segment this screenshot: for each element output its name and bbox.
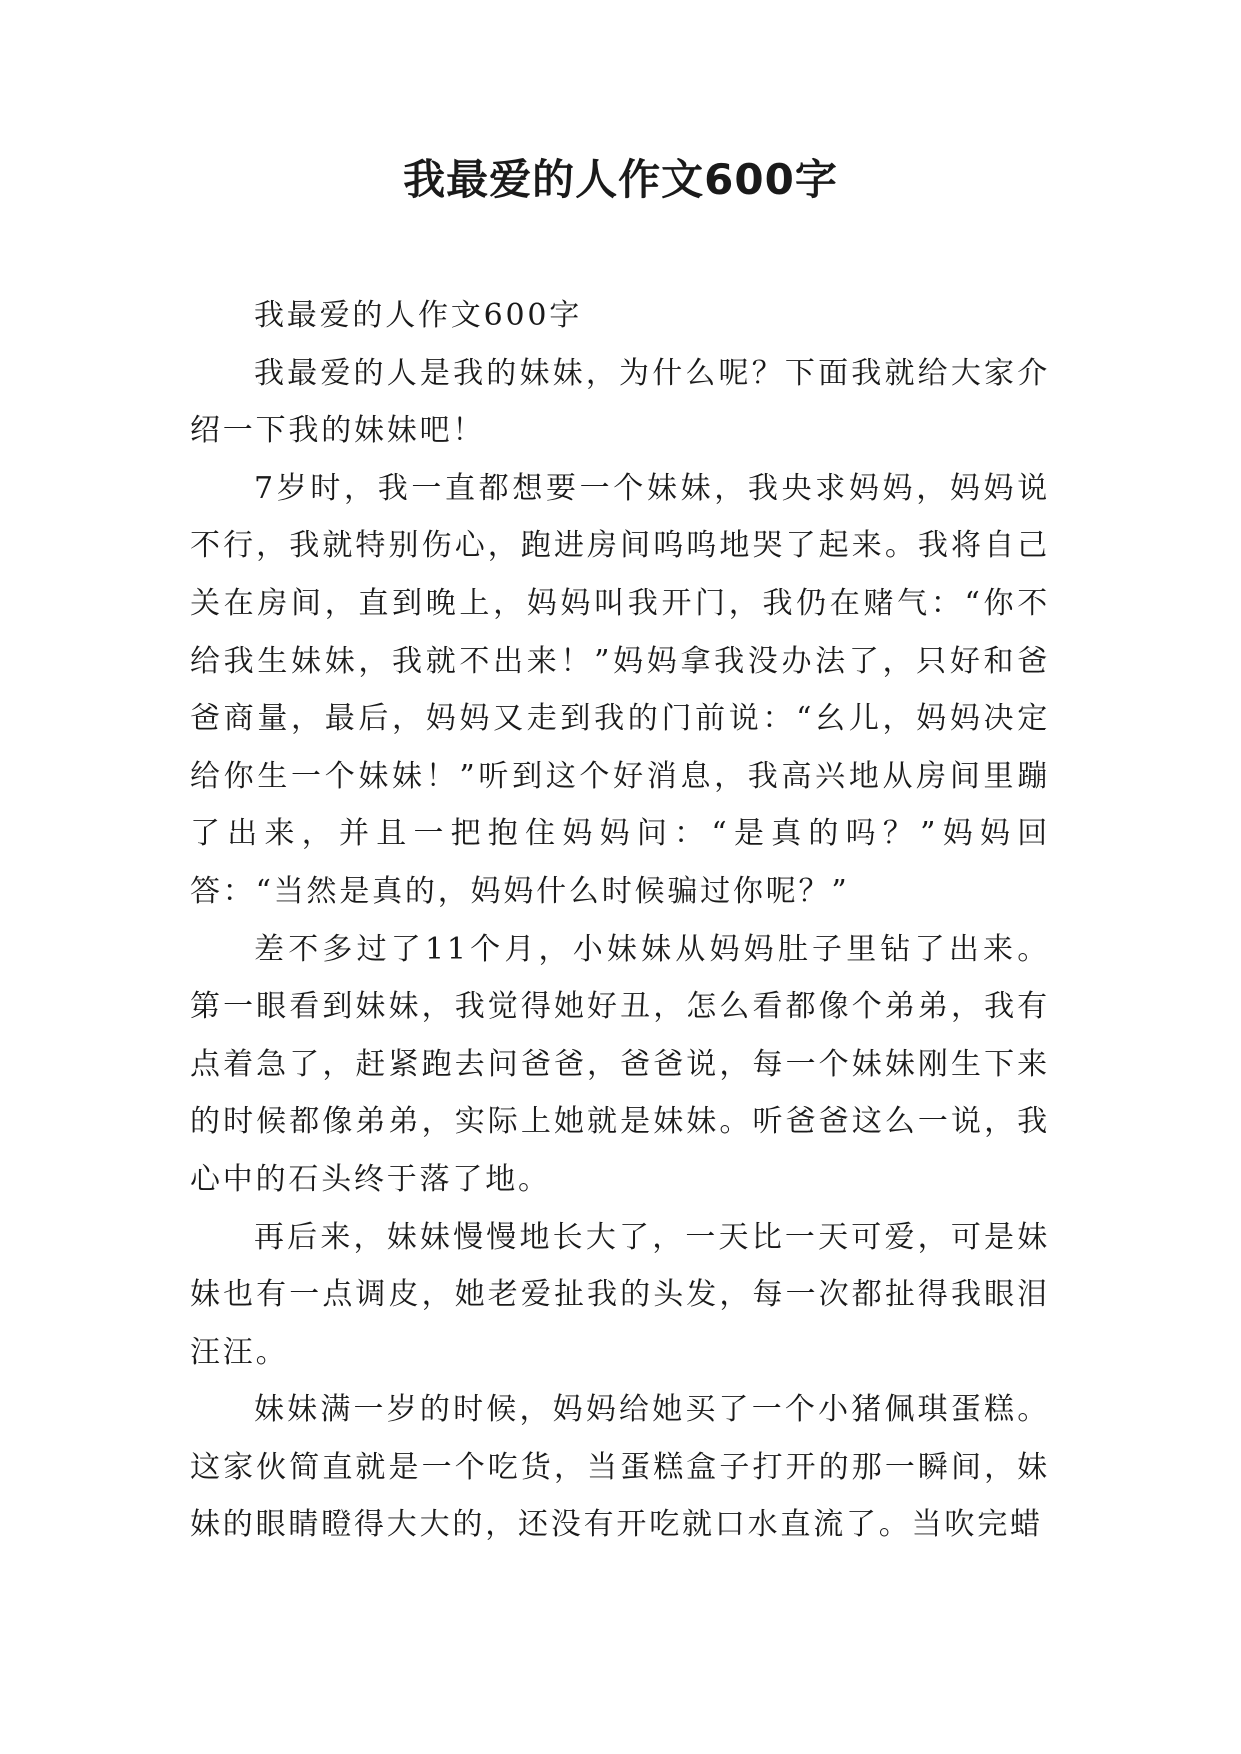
paragraph-heading: 我最爱的人作文600字 [254, 298, 583, 333]
document-title: 我最爱的人作文600字 [403, 155, 838, 204]
paragraph: 再后来，妹妹慢慢地长大了，一天比一天可爱，可是妹妹也有一点调皮，她老爱扯我的头发，每一次都扯得我眼泪汪汪。 [190, 1219, 1050, 1370]
paragraph: 差不多过了11个月，小妹妹从妈妈肚子里钻了出来。第一眼看到妹妹，我觉得她好丑，怎么看都像个弟弟，我有点着急了，赶紧跑去问爸爸，爸爸说，每一个妹妹刚生下来的时候都像弟弟，实际上她就是妹妹。听爸爸这么一说，我心中的石头终于落了地。 [190, 931, 1050, 1197]
paragraph: 妹妹满一岁的时候，妈妈给她买了一个小猪佩琪蛋糕。这家伙简直就是一个吃货，当蛋糕盒子打开的那一瞬间，妹妹的眼睛瞪得大大的，还没有开吃就口水直流了。当吹完蜡 [190, 1392, 1050, 1543]
paragraph: 我最爱的人是我的妹妹，为什么呢？下面我就给大家介绍一下我的妹妹吧！ [190, 355, 1050, 449]
document-body [190, 287, 1050, 1554]
paragraph: 7岁时，我一直都想要一个妹妹，我央求妈妈，妈妈说不行，我就特别伤心，跑进房间呜呜地哭了起来。我将自己关在房间，直到晚上，妈妈叫我开门，我仍在赌气：“你不给我生妹妹，我就不出来！”妈妈拿我没办法了，只好和爸爸商量，最后，妈妈又走到我的门前说：“幺儿，妈妈决定给你生一个妹妹！”听到这个好消息，我高兴地从房间里蹦了出来，并且一把抱住妈妈问：“是真的吗？”妈妈回答：“当然是真的，妈妈什么时候骗过你呢？” [190, 470, 1050, 909]
